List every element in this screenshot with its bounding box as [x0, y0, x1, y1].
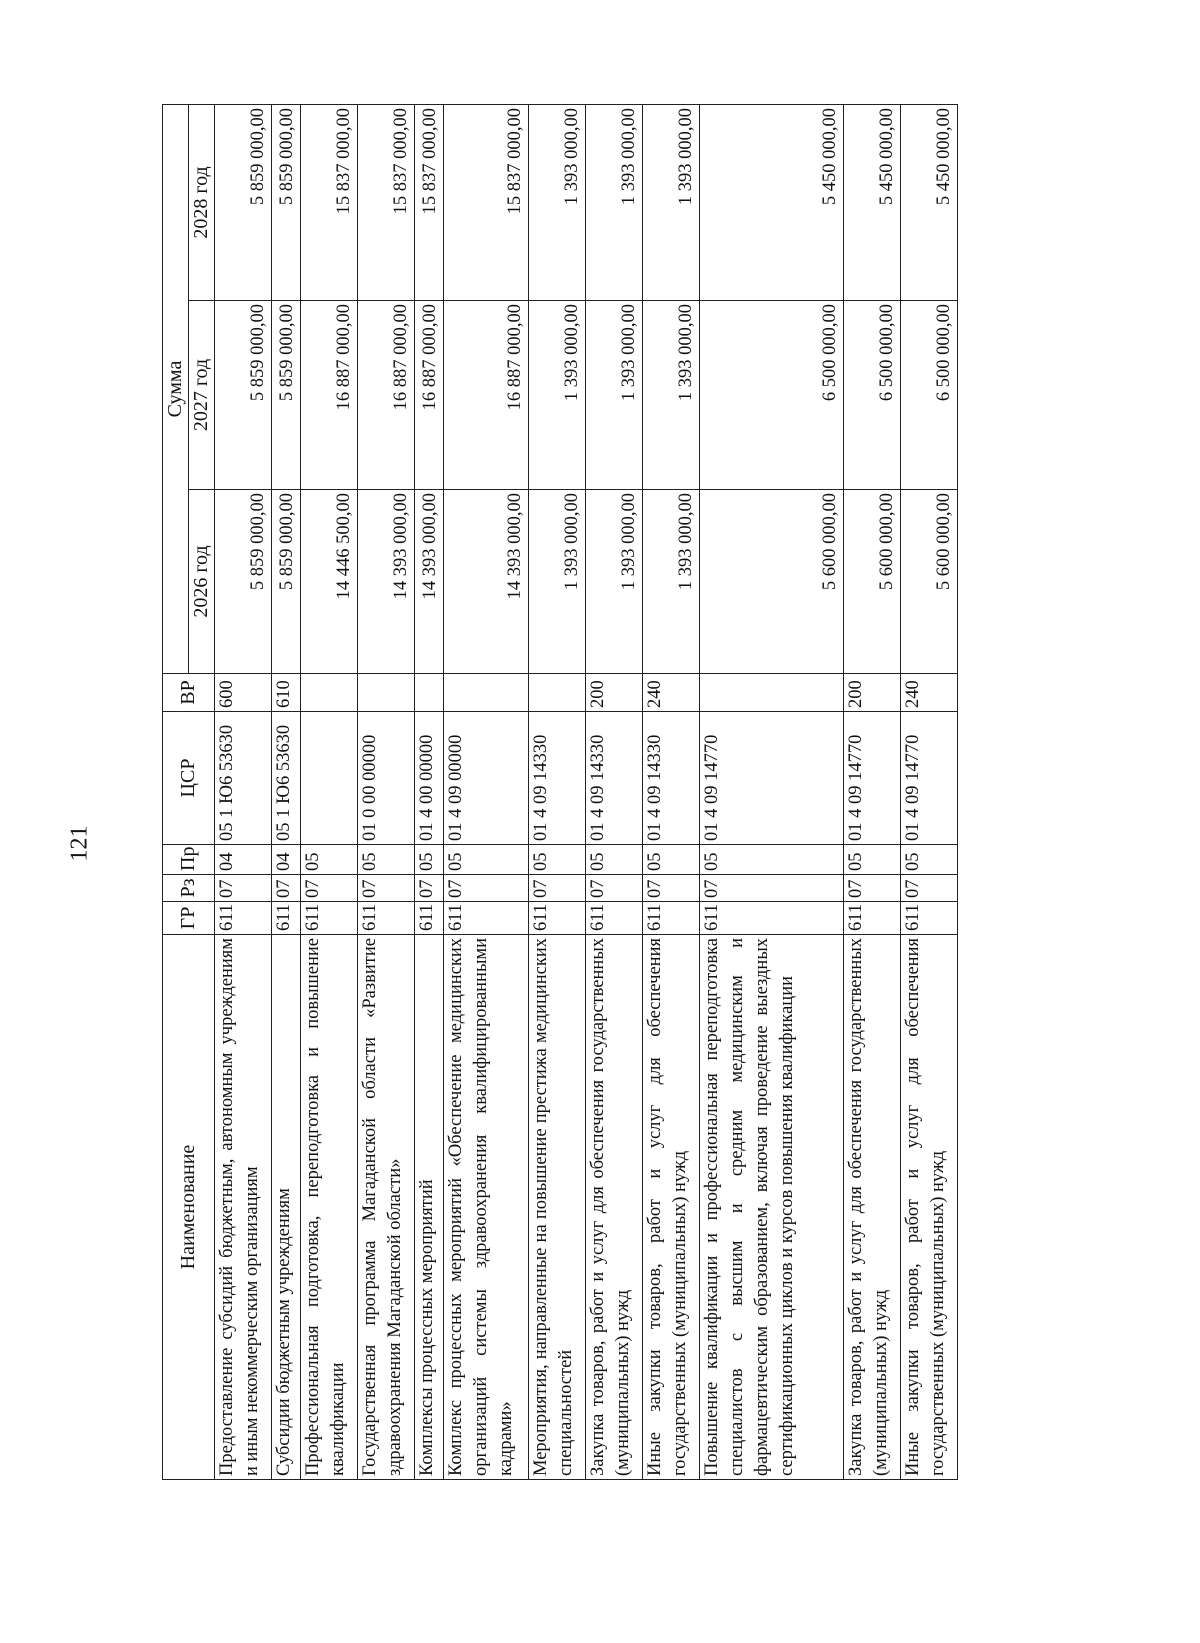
row-sum-2027: 6 500 000,00: [699, 301, 843, 490]
row-csr: 05 1 Ю6 53630: [271, 712, 300, 845]
row-rz: 07: [215, 875, 272, 902]
row-pr: 05: [585, 845, 642, 875]
header-2028: 2028 год: [189, 104, 215, 300]
row-gr: 611: [843, 902, 900, 935]
rotated-table-wrapper: [162, 105, 958, 1480]
row-rz: 07: [357, 875, 414, 902]
row-rz: 07: [300, 875, 357, 902]
row-pr: 04: [215, 845, 272, 875]
row-sum-2028: 5 450 000,00: [900, 104, 957, 300]
row-sum-2026: 5 600 000,00: [843, 490, 900, 674]
row-csr: 01 4 09 14770: [843, 712, 900, 845]
row-name: Повышение квалификации и профессиональная переподготовка специалистов с высшим и средним медицинским и фармацевтическим образованием, включая проведение выездных сертификационных циклов и курсов повышения квалификации: [699, 935, 843, 1480]
table-row: [900, 104, 957, 1479]
row-csr: 05 1 Ю6 53630: [215, 712, 272, 845]
row-sum-2027: 5 859 000,00: [215, 301, 272, 490]
row-vr: [699, 674, 843, 712]
row-pr: 05: [699, 845, 843, 875]
row-pr: 05: [528, 845, 585, 875]
row-pr: 05: [843, 845, 900, 875]
row-gr: 611: [585, 902, 642, 935]
budget-table: [162, 104, 958, 1480]
row-csr: 01 4 09 14330: [528, 712, 585, 845]
row-vr: [443, 674, 528, 712]
row-pr: 05: [357, 845, 414, 875]
header-csr: ЦСР: [163, 712, 215, 845]
row-name: Закупка товаров, работ и услуг для обеспечения государственных (муниципальных) нужд: [843, 935, 900, 1480]
row-gr: 611: [443, 902, 528, 935]
row-sum-2027: 1 393 000,00: [528, 301, 585, 490]
row-pr: 05: [414, 845, 443, 875]
row-vr: 610: [271, 674, 300, 712]
row-vr: [300, 674, 357, 712]
table-row: [357, 104, 414, 1479]
row-csr: 01 4 00 00000: [414, 712, 443, 845]
header-2027: 2027 год: [189, 301, 215, 490]
row-sum-2026: 14 446 500,00: [300, 490, 357, 674]
row-sum-2027: 16 887 000,00: [443, 301, 528, 490]
row-sum-2026: 14 393 000,00: [414, 490, 443, 674]
row-sum-2026: 14 393 000,00: [443, 490, 528, 674]
row-csr: 01 4 09 00000: [443, 712, 528, 845]
row-sum-2027: 6 500 000,00: [900, 301, 957, 490]
row-vr: 200: [585, 674, 642, 712]
row-sum-2028: 1 393 000,00: [585, 104, 642, 300]
row-csr: 01 4 09 14770: [699, 712, 843, 845]
table-row: [414, 104, 443, 1479]
row-csr: 01 4 09 14770: [900, 712, 957, 845]
header-sum: Сумма: [163, 104, 189, 673]
row-rz: 07: [585, 875, 642, 902]
row-sum-2028: 15 837 000,00: [443, 104, 528, 300]
row-sum-2026: 5 600 000,00: [699, 490, 843, 674]
row-name: Комплексы процессных мероприятий: [414, 935, 443, 1480]
row-sum-2027: 1 393 000,00: [585, 301, 642, 490]
table-row: [528, 104, 585, 1479]
row-pr: 05: [443, 845, 528, 875]
row-sum-2028: 1 393 000,00: [528, 104, 585, 300]
row-sum-2027: 16 887 000,00: [414, 301, 443, 490]
row-vr: 240: [642, 674, 699, 712]
page-number: 121: [66, 825, 93, 862]
row-csr: 01 4 09 14330: [585, 712, 642, 845]
row-name: Предоставление субсидий бюджетным, автономным учреждениям и иным некоммерческим организациям: [215, 935, 272, 1480]
row-gr: 611: [271, 902, 300, 935]
row-sum-2026: 14 393 000,00: [357, 490, 414, 674]
row-rz: 07: [443, 875, 528, 902]
row-sum-2026: 5 859 000,00: [271, 490, 300, 674]
table-row: [271, 104, 300, 1479]
row-sum-2028: 15 837 000,00: [357, 104, 414, 300]
row-sum-2027: 16 887 000,00: [300, 301, 357, 490]
row-vr: [357, 674, 414, 712]
table-row: [642, 104, 699, 1479]
row-sum-2027: 6 500 000,00: [843, 301, 900, 490]
row-vr: 240: [900, 674, 957, 712]
row-gr: 611: [642, 902, 699, 935]
row-sum-2028: 5 450 000,00: [843, 104, 900, 300]
row-name: Закупка товаров, работ и услуг для обеспечения государственных (муниципальных) нужд: [585, 935, 642, 1480]
row-name: Государственная программа Магаданской области «Развитие здравоохранения Магаданской области»: [357, 935, 414, 1480]
row-sum-2027: 1 393 000,00: [642, 301, 699, 490]
row-sum-2028: 15 837 000,00: [300, 104, 357, 300]
row-name: Мероприятия, направленные на повышение престижа медицинских специальностей: [528, 935, 585, 1480]
row-gr: 611: [699, 902, 843, 935]
header-row-top: [163, 104, 189, 1479]
header-rz: Рз: [163, 875, 215, 902]
row-sum-2026: 1 393 000,00: [585, 490, 642, 674]
row-sum-2026: 5 600 000,00: [900, 490, 957, 674]
row-pr: 04: [271, 845, 300, 875]
row-rz: 07: [900, 875, 957, 902]
row-sum-2026: 5 859 000,00: [215, 490, 272, 674]
table-row: [699, 104, 843, 1479]
row-vr: [528, 674, 585, 712]
table-row: [443, 104, 528, 1479]
row-gr: 611: [528, 902, 585, 935]
row-name: Иные закупки товаров, работ и услуг для обеспечения государственных (муниципальных) нужд: [900, 935, 957, 1480]
header-pr: Пр: [163, 845, 215, 875]
row-sum-2028: 15 837 000,00: [414, 104, 443, 300]
row-vr: 200: [843, 674, 900, 712]
header-name: Наименование: [163, 935, 215, 1480]
row-csr: [300, 712, 357, 845]
row-rz: 07: [642, 875, 699, 902]
table-row: [215, 104, 272, 1479]
row-gr: 611: [900, 902, 957, 935]
row-sum-2028: 5 450 000,00: [699, 104, 843, 300]
row-vr: 600: [215, 674, 272, 712]
row-name: Профессиональная подготовка, переподготовка и повышение квалификации: [300, 935, 357, 1480]
row-gr: 611: [300, 902, 357, 935]
row-rz: 07: [271, 875, 300, 902]
row-name: Иные закупки товаров, работ и услуг для обеспечения государственных (муниципальных) нужд: [642, 935, 699, 1480]
row-rz: 07: [843, 875, 900, 902]
row-gr: 611: [215, 902, 272, 935]
row-sum-2027: 5 859 000,00: [271, 301, 300, 490]
row-pr: 05: [300, 845, 357, 875]
row-csr: 01 4 09 14330: [642, 712, 699, 845]
header-vr: ВР: [163, 674, 215, 712]
row-csr: 01 0 00 00000: [357, 712, 414, 845]
row-vr: [414, 674, 443, 712]
row-sum-2026: 1 393 000,00: [642, 490, 699, 674]
header-gr: ГР: [163, 902, 215, 935]
row-name: Комплекс процессных мероприятий «Обеспечение медицинских организаций системы здравоохранения квалифицированными кадрами»: [443, 935, 528, 1480]
row-gr: 611: [357, 902, 414, 935]
row-sum-2028: 1 393 000,00: [642, 104, 699, 300]
row-rz: 07: [414, 875, 443, 902]
table-row: [300, 104, 357, 1479]
row-sum-2027: 16 887 000,00: [357, 301, 414, 490]
row-sum-2026: 1 393 000,00: [528, 490, 585, 674]
row-sum-2028: 5 859 000,00: [271, 104, 300, 300]
row-gr: 611: [414, 902, 443, 935]
row-pr: 05: [900, 845, 957, 875]
row-pr: 05: [642, 845, 699, 875]
header-2026: 2026 год: [189, 490, 215, 674]
row-rz: 07: [699, 875, 843, 902]
row-rz: 07: [528, 875, 585, 902]
row-sum-2028: 5 859 000,00: [215, 104, 272, 300]
table-row: [843, 104, 900, 1479]
row-name: Субсидии бюджетным учреждениям: [271, 935, 300, 1480]
table-row: [585, 104, 642, 1479]
